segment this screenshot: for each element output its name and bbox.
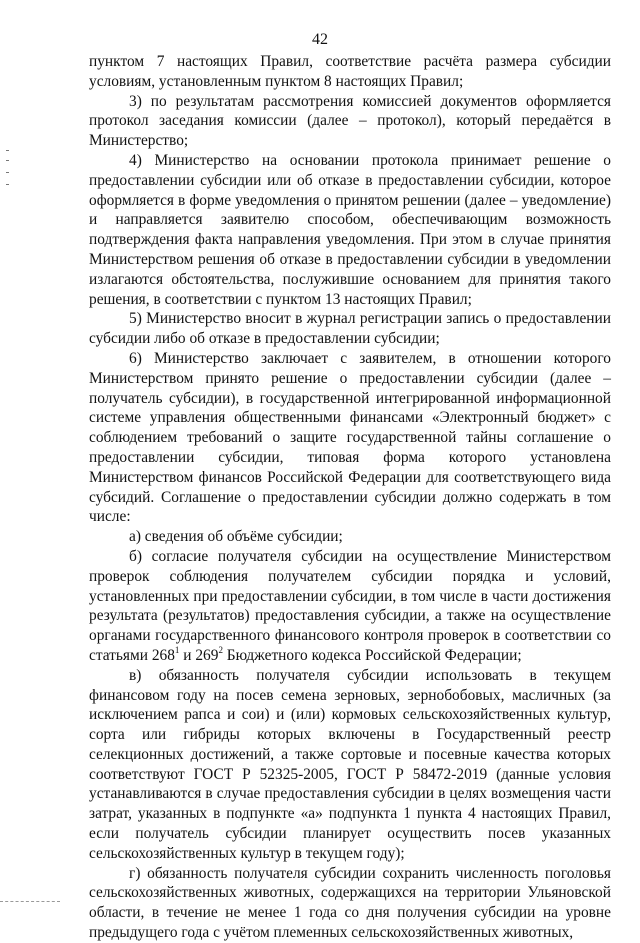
superscript-2: 2 (218, 644, 223, 655)
scan-margin-mark (6, 150, 9, 151)
subitem-v: в) обязанность получателя субсидии использовать в текущем финансовом году на посев семена зерновых, зернобобовых, масличных (за исключением рапса и сои) и (или) кормовых сельскохозяйственных культур, сорта или гибриды которых включены в Государственный реестр селекционных достижений, а также сортовые и посевные качества которых соответствуют ГОСТ Р 52325-2005, ГОСТ Р 58472-2019 (данные условия устанавливаются в случае предоставления субсидии в целях возмещения части затрат, указанных в подпункте «а» подпункта 1 пункта 4 настоящих Правил, если получатель субсидии планирует осуществить посев указанных сельскохозяйственных культур в текущем году); (89, 666, 611, 862)
subitem-b-text-3: Бюджетного кодекса Российской Федерации; (222, 646, 522, 664)
paragraph-continuation: пунктом 7 настоящих Правил, соответствие расчёта размера субсидии условиям, установленным пунктом 8 настоящих Правил; (89, 53, 611, 90)
scan-margin-mark (6, 172, 9, 173)
subitem-b-text-2: и 269 (179, 646, 219, 664)
page-number: 42 (312, 31, 328, 48)
document-body (89, 52, 611, 943)
superscript-1: 1 (174, 644, 180, 655)
paragraph-item-3: 3) по результатам рассмотрения комиссией документов оформляется протокол заседания комиссии (далее – протокол), который передаётся в Министерство; (89, 92, 611, 150)
scan-margin-mark (6, 184, 9, 185)
scan-edge-line (0, 901, 60, 902)
paragraph-item-4: 4) Министерство на основании протокола принимает решение о предоставлении субсидии или об отказе в предоставлении субсидии, которое оформляется в форме уведомления о принятом решении (далее – уведомление) и направляется заявителю способом, обеспечивающим возможность подтверждения факта направления уведомления. При этом в случае принятия Министерством решения об отказе в предоставлении субсидии в уведомлении излагаются обстоятельства, послужившие основанием для принятия такого решения, в соответствии с пунктом 13 настоящих Правил; (89, 151, 611, 308)
scan-margin-mark (6, 160, 9, 161)
subitem-b (89, 547, 611, 666)
paragraph-item-5: 5) Министерство вносит в журнал регистрации запись о предоставлении субсидии либо об отказе в предоставлении субсидии; (89, 310, 611, 348)
paragraph-item-6: 6) Министерство заключает с заявителем, в отношении которого Министерством принято решение о предоставлении субсидии (далее – получатель субсидии), в государственной интегрированной информационной системе управления общественными финансами «Электронный бюджет» с соблюдением требований о защите государственной тайны соглашение о предоставлении субсидии, типовая форма которого установлена Министерством финансов Российской Федерации для соответствующего вида субсидий. Соглашение о предоставлении субсидии должно содержать в том числе: (89, 349, 611, 526)
subitem-b-text-1: б) согласие получателя субсидии на осуществление Министерством проверок соблюдения получателем субсидии порядка и условий, установленных при предоставлении субсидии, в том числе в части достижения результата (результатов) предоставления субсидии, а также на осуществление органами государственного финансового контроля проверок в соответствии со статьями 268 (89, 547, 611, 664)
subitem-a: а) сведения об объёме субсидии; (129, 528, 343, 546)
subitem-g: г) обязанность получателя субсидии сохранить численность поголовья сельскохозяйственных животных, содержащихся на территории Ульяновской области, в течение не менее 1 года со дня получения субсидии на уровне предыдущего года с учётом племенных сельскохозяйственных животных, (89, 864, 611, 942)
